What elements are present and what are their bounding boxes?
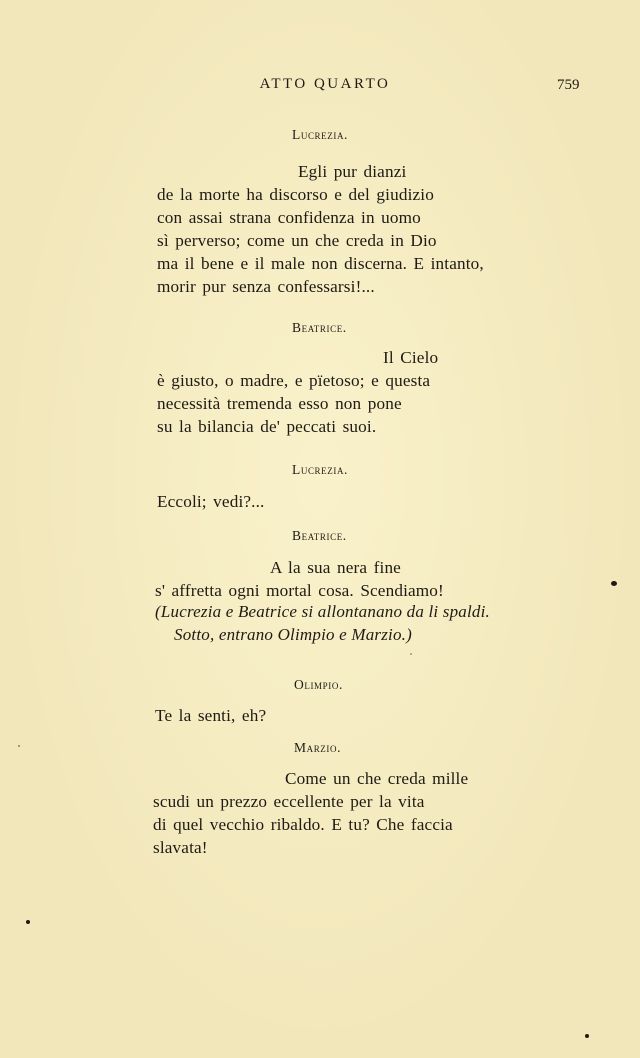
speaker-name: Beatrice. <box>292 528 347 543</box>
running-title: ATTO QUARTO <box>259 76 391 92</box>
verse-line: slavata! <box>153 838 208 857</box>
verse-line: A la sua nera fine <box>270 558 401 577</box>
ink-speck <box>585 1034 589 1038</box>
speaker-name: Lucrezia. <box>292 127 349 142</box>
page-number: 759 <box>557 77 580 93</box>
ink-speck <box>18 745 20 747</box>
speaker-name: Olimpio. <box>294 677 343 692</box>
verse-line: morir pur senza confessarsi!... <box>157 277 375 296</box>
verse-line: scudi un prezzo eccellente per la vita <box>153 792 425 811</box>
verse-line: Come un che creda mille <box>285 769 469 788</box>
verse-line: ma il bene e il male non discerna. E intanto, <box>157 254 484 273</box>
verse-line: con assai strana confidenza in uomo <box>157 208 421 227</box>
speaker-name: Lucrezia. <box>292 462 349 477</box>
verse-line: necessità tremenda esso non pone <box>157 394 402 413</box>
verse-line: Egli pur dianzi <box>298 162 407 181</box>
stage-direction: Sotto, entrano Olimpio e Marzio.) <box>174 625 412 644</box>
verse-line: su la bilancia de' peccati suoi. <box>157 417 377 436</box>
verse-line: Il Cielo <box>383 348 439 367</box>
stage-direction: (Lucrezia e Beatrice si allontanano da li spaldi. <box>155 602 490 621</box>
speaker-name: Marzio. <box>294 740 342 755</box>
verse-line: di quel vecchio ribaldo. E tu? Che faccia <box>153 815 453 834</box>
verse-line: è giusto, o madre, e pïetoso; e questa <box>157 371 431 390</box>
ink-speck <box>611 581 617 586</box>
ink-speck <box>26 920 30 924</box>
verse-line: Eccoli; vedi?... <box>157 492 265 511</box>
verse-line: de la morte ha discorso e del giudizio <box>157 185 434 204</box>
speaker-name: Beatrice. <box>292 320 347 335</box>
ink-speck <box>410 653 412 655</box>
verse-line: s' affretta ogni mortal cosa. Scendiamo! <box>155 581 444 600</box>
verse-line: sì perverso; come un che creda in Dio <box>157 231 437 250</box>
verse-line: Te la senti, eh? <box>155 706 267 725</box>
